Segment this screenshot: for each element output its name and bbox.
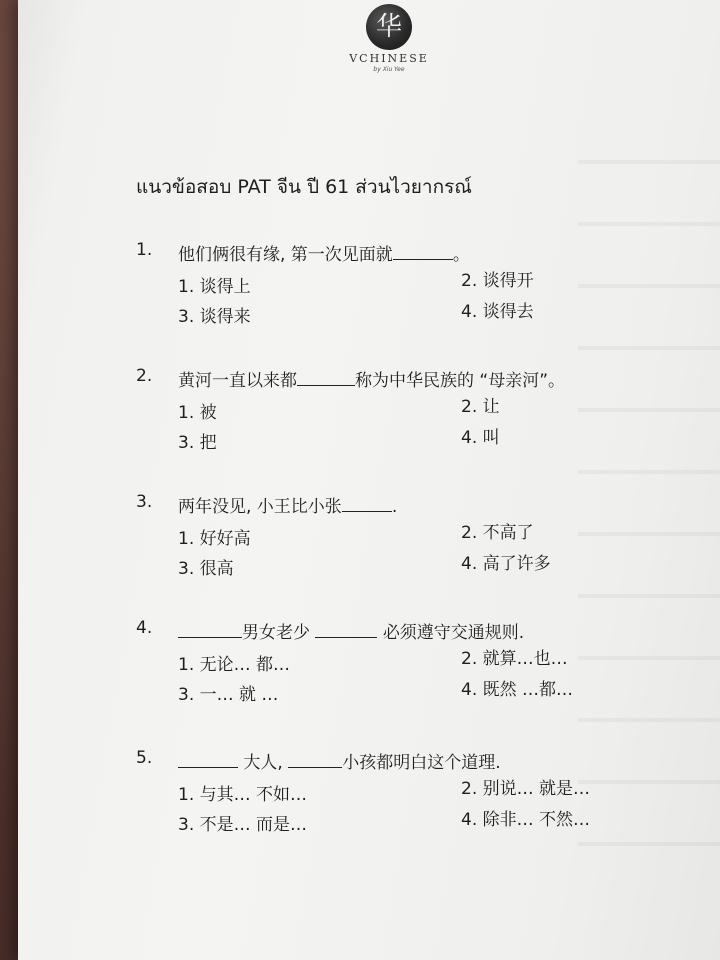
page-title: แนวข้อสอบ PAT จีน ปี 61 ส่วนไวยากรณ์	[136, 176, 472, 198]
question-stem: 两年没见, 小王比小张 .	[178, 497, 398, 517]
question-number: 1.	[136, 240, 153, 260]
option-1: 1. 无论… 都…	[178, 655, 291, 675]
show-through-text	[578, 120, 720, 880]
option-4: 4. 除非… 不然…	[461, 810, 591, 830]
option-2: 2. 让	[461, 397, 500, 417]
answer-blank	[178, 623, 242, 638]
option-3: 3. 很高	[178, 559, 234, 579]
option-2: 2. 别说… 就是…	[461, 779, 591, 799]
option-1: 1. 好好高	[178, 529, 251, 549]
question-stem: 他们俩很有缘, 第一次见面就 。	[178, 245, 470, 265]
option-2: 2. 谈得开	[461, 271, 534, 291]
answer-blank	[288, 753, 342, 768]
brand-name: VCHINESE	[349, 52, 429, 65]
option-4: 4. 谈得去	[461, 302, 534, 322]
option-4: 4. 既然 …都…	[461, 680, 574, 700]
question-number: 4.	[136, 618, 153, 638]
option-1: 1. 谈得上	[178, 277, 251, 297]
answer-blank	[393, 245, 453, 260]
option-1: 1. 被	[178, 403, 217, 423]
question-number: 3.	[136, 492, 153, 512]
answer-blank	[315, 623, 377, 638]
question-number: 2.	[136, 366, 153, 386]
answer-blank	[297, 371, 355, 386]
option-3: 3. 一… 就 …	[178, 685, 279, 705]
option-1: 1. 与其… 不如…	[178, 785, 308, 805]
option-2: 2. 就算…也…	[461, 649, 568, 669]
question-stem: 大人, 小孩都明白这个道理.	[178, 748, 501, 773]
option-4: 4. 叫	[461, 428, 500, 448]
answer-blank	[178, 753, 238, 768]
option-3: 3. 谈得来	[178, 307, 251, 327]
option-4: 4. 高了许多	[461, 554, 551, 574]
option-2: 2. 不高了	[461, 523, 534, 543]
option-3: 3. 不是… 而是…	[178, 815, 308, 835]
question-stem: 男女老少 必须遵守交通规则.	[178, 618, 524, 643]
answer-blank	[342, 497, 392, 512]
question-stem: 黄河一直以来都 称为中华民族的 “母亲河”。	[178, 371, 566, 391]
option-3: 3. 把	[178, 433, 217, 453]
logo-character: 华	[375, 12, 402, 42]
question-number: 5.	[136, 748, 153, 768]
book-page	[18, 0, 720, 960]
vchinese-logo	[366, 4, 412, 50]
brand-byline: by Xiu Yee	[373, 66, 405, 73]
